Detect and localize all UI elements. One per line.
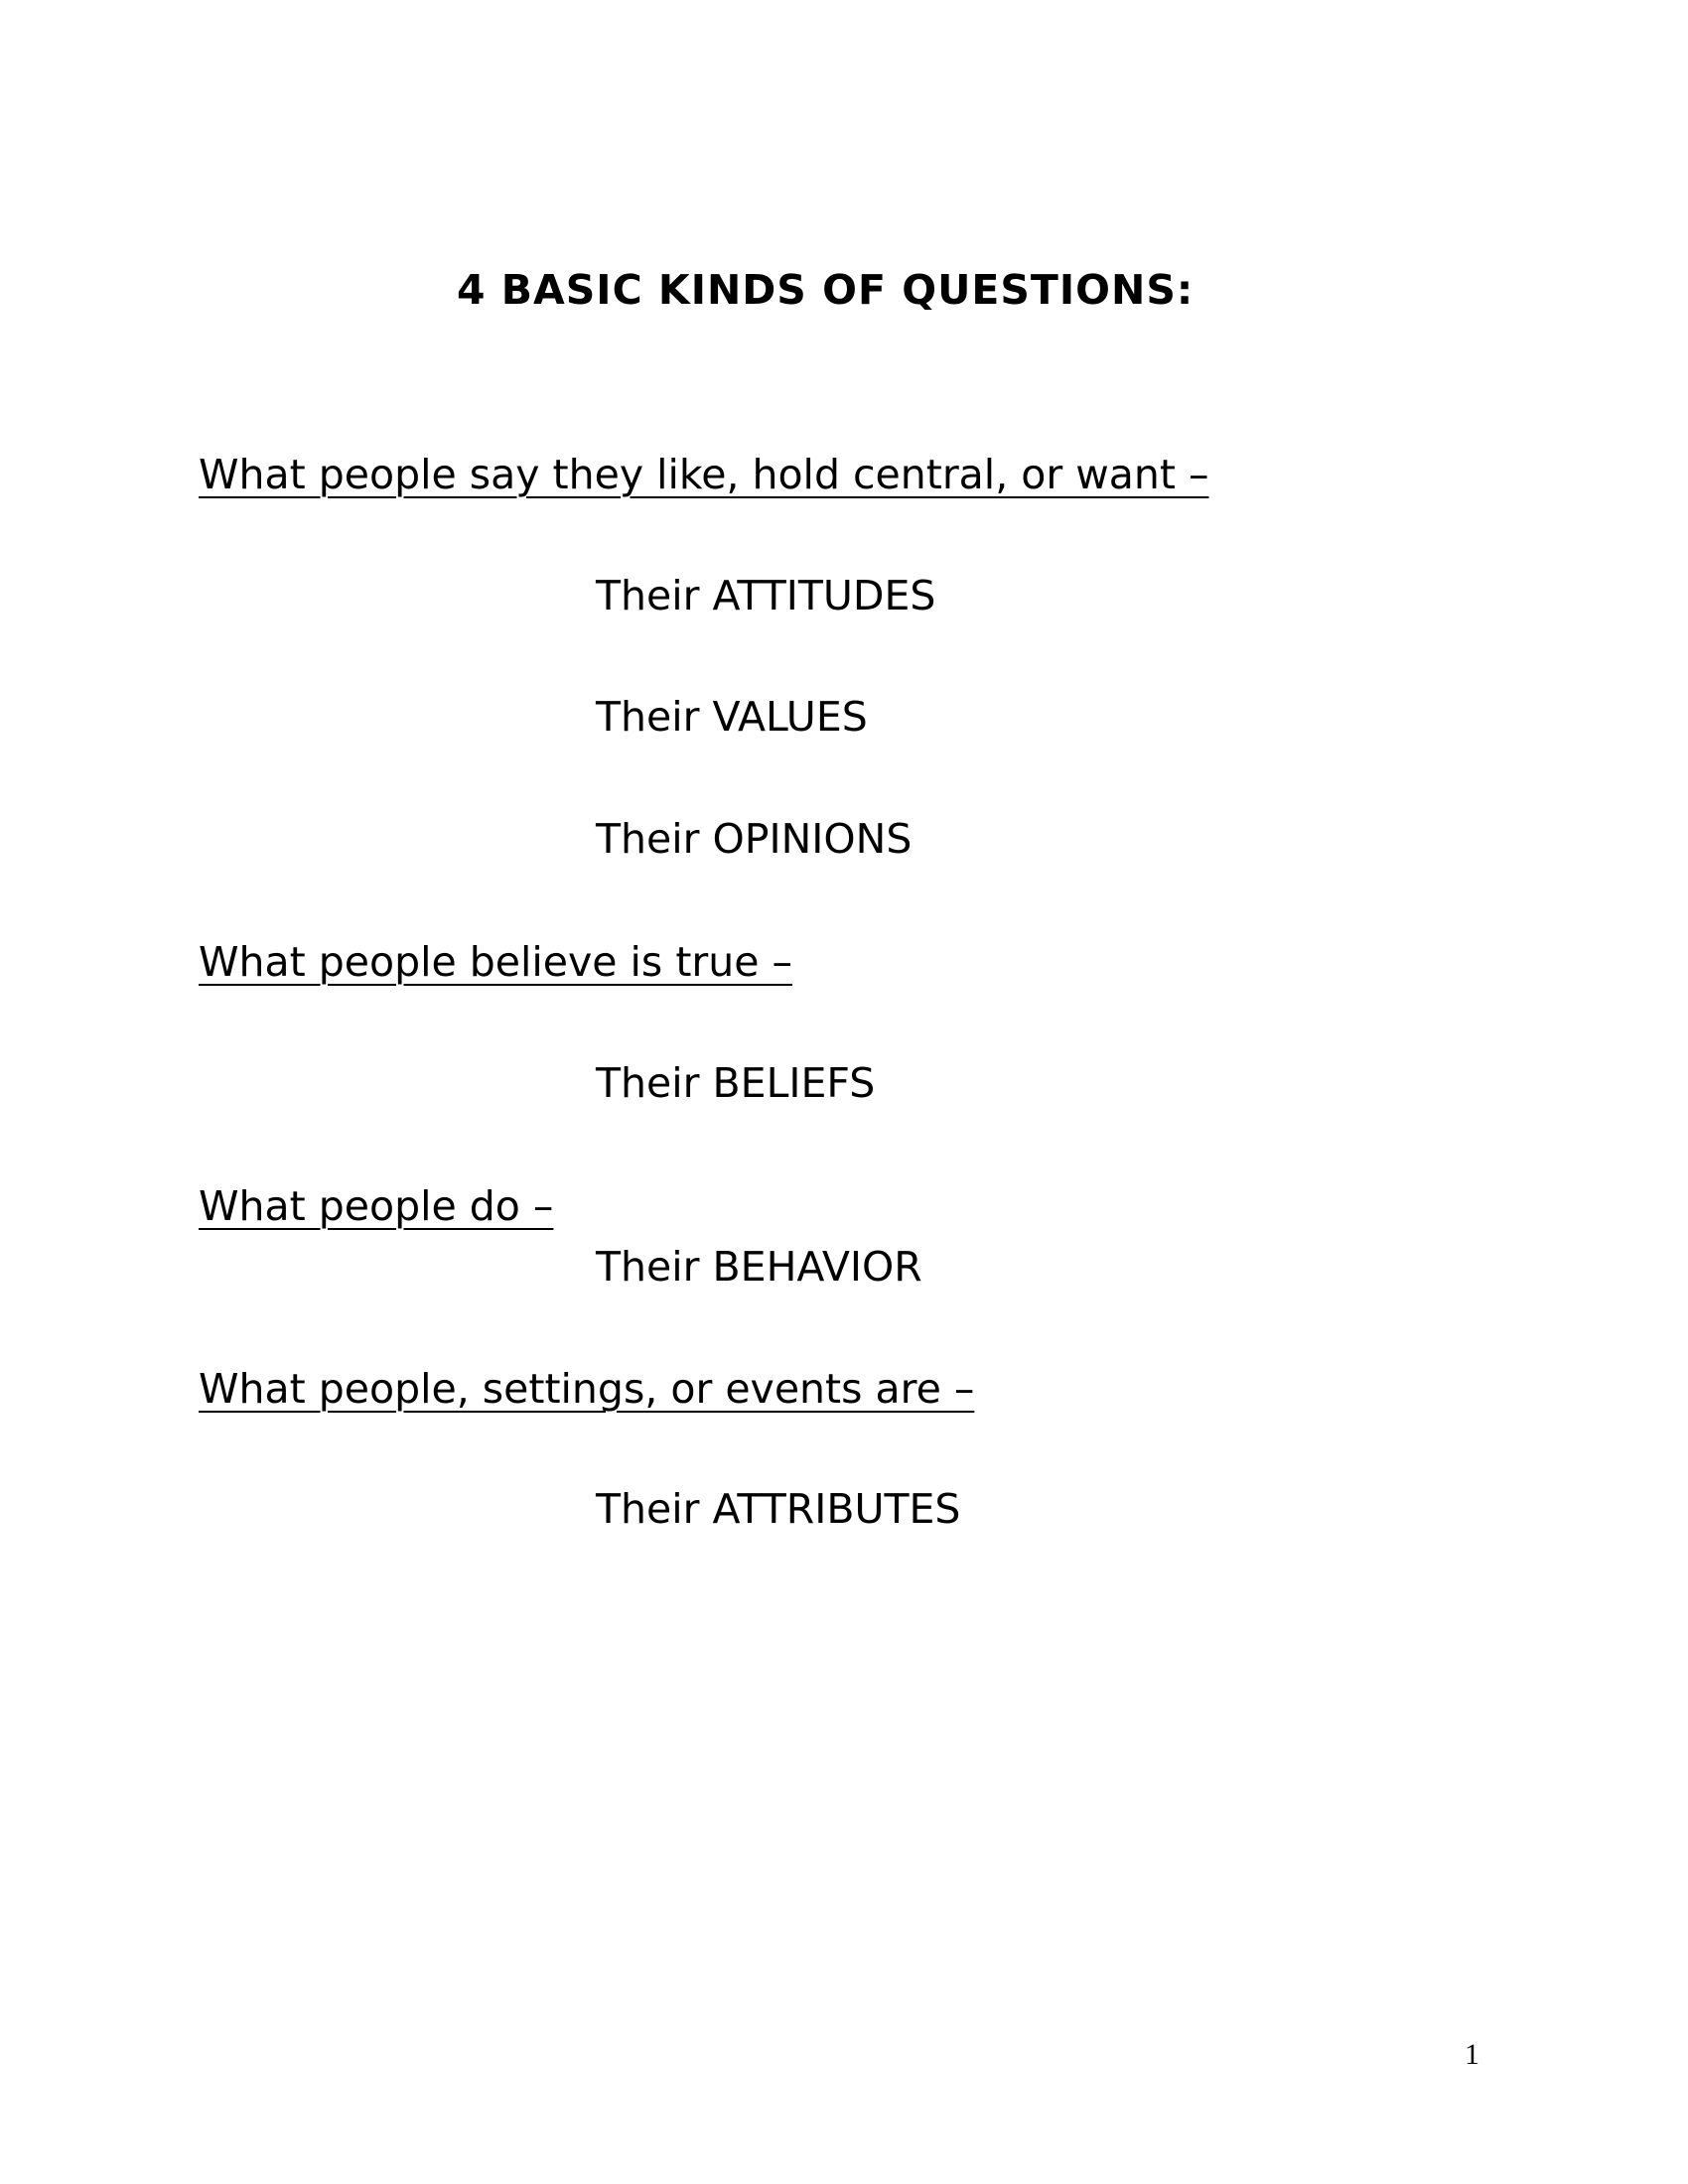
page-number: 1 <box>1465 2038 1479 2071</box>
list-item-opinions: Their OPINIONS <box>596 815 913 863</box>
list-item-beliefs: Their BELIEFS <box>596 1059 876 1107</box>
section-heading-attributes: What people, settings, or events are – <box>199 1365 975 1413</box>
section-heading-behavior: What people do – <box>199 1182 554 1230</box>
section-heading-beliefs: What people believe is true – <box>199 938 793 986</box>
list-item-attributes: Their ATTRIBUTES <box>596 1485 961 1533</box>
page-title: 4 BASIC KINDS OF QUESTIONS: <box>457 266 1195 314</box>
list-item-attitudes: Their ATTITUDES <box>596 572 936 619</box>
section-heading-attitudes: What people say they like, hold central, or want – <box>199 451 1209 498</box>
list-item-behavior: Their BEHAVIOR <box>596 1243 922 1291</box>
list-item-values: Their VALUES <box>596 693 868 741</box>
